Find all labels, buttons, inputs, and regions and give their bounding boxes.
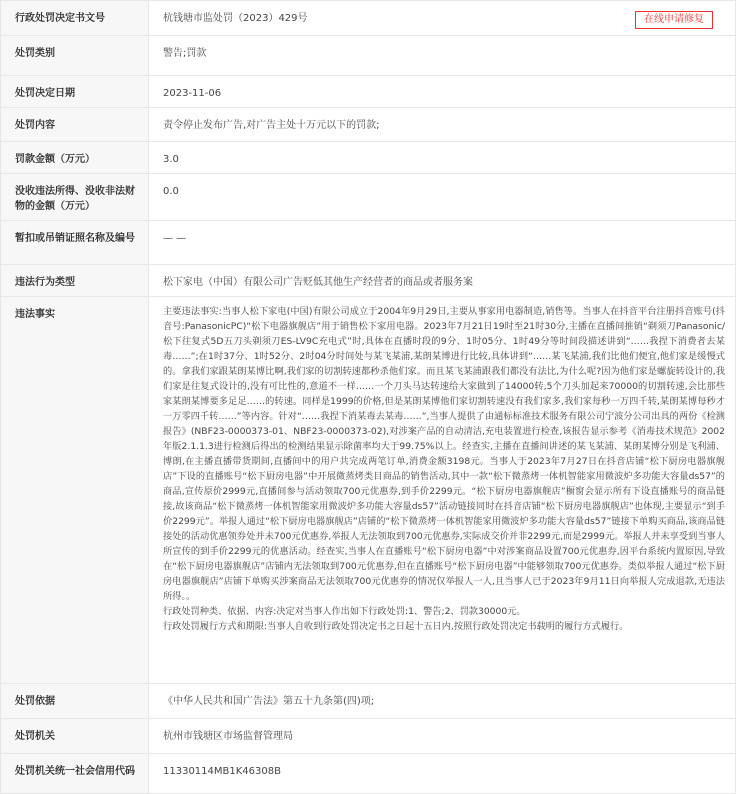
label-penalty-basis: 处罚依据 bbox=[1, 684, 149, 719]
row-fine-amount bbox=[1, 142, 736, 174]
row-violation-facts bbox=[1, 297, 736, 684]
facts-penalty-type: 行政处罚种类、依据、内容:决定对当事人作出如下行政处罚:1、警告;2、罚款30000元。 bbox=[163, 606, 526, 617]
label-violation-type: 违法行为类型 bbox=[1, 265, 149, 297]
row-penalty-basis bbox=[1, 684, 736, 719]
value-authority-credit-code: 11330114MB1K46308B bbox=[149, 754, 736, 794]
row-violation-type bbox=[1, 265, 736, 297]
row-authority-credit-code bbox=[1, 754, 736, 794]
value-penalty-category: 警告;罚款 bbox=[149, 36, 736, 76]
row-penalty-content bbox=[1, 108, 736, 142]
label-violation-facts: 违法事实 bbox=[1, 297, 149, 684]
value-penalty-basis: 《中华人民共和国广告法》第五十九条第(四)项; bbox=[149, 684, 736, 719]
value-decision-date: 2023-11-06 bbox=[149, 76, 736, 108]
value-license-revoked: — — bbox=[149, 221, 736, 265]
value-violation-type: 松下家电（中国）有限公司广告贬低其他生产经营者的商品或者服务案 bbox=[149, 265, 736, 297]
value-penalty-content: 责令停止发布广告,对广告主处十万元以下的罚款; bbox=[149, 108, 736, 142]
label-license-revoked: 暂扣或吊销证照名称及编号 bbox=[1, 221, 149, 265]
label-confiscated-amount: 没收违法所得、没收非法财物的金额（万元） bbox=[1, 174, 149, 221]
label-fine-amount: 罚款金额（万元） bbox=[1, 142, 149, 174]
value-fine-amount: 3.0 bbox=[149, 142, 736, 174]
value-penalty-authority: 杭州市钱塘区市场监督管理局 bbox=[149, 719, 736, 754]
label-authority-credit-code: 处罚机关统一社会信用代码 bbox=[1, 754, 149, 794]
value-decision-number: 杭钱塘市监处罚（2023）429号 bbox=[163, 13, 308, 24]
label-decision-date: 处罚决定日期 bbox=[1, 76, 149, 108]
value-confiscated-amount: 0.0 bbox=[149, 174, 736, 221]
row-penalty-authority bbox=[1, 719, 736, 754]
label-penalty-content: 处罚内容 bbox=[1, 108, 149, 142]
row-penalty-category bbox=[1, 36, 736, 76]
row-decision-date bbox=[1, 76, 736, 108]
facts-fulfillment: 行政处罚履行方式和期限:当事人自收到行政处罚决定书之日起十五日内,按照行政处罚决定书载明的履行方式履行。 bbox=[163, 621, 629, 632]
label-penalty-authority: 处罚机关 bbox=[1, 719, 149, 754]
label-decision-number: 行政处罚决定书文号 bbox=[1, 1, 149, 36]
row-license-revoked bbox=[1, 221, 736, 265]
apply-repair-button[interactable]: 在线申请修复 bbox=[635, 11, 713, 29]
row-confiscated-amount bbox=[1, 174, 736, 221]
value-violation-facts bbox=[149, 297, 736, 684]
row-decision-number bbox=[1, 1, 736, 36]
facts-main: 主要违法事实:当事人松下家电(中国)有限公司成立于2004年9月29日,主要从事家用电器制造,销售等。当事人在抖音平台注册抖音账号(抖音号:PanasonicPC)“松下电器旗舰店”用于销售松下家用电器。2023年7月21日19时至21时30分,主播在直播间推销“剃须刀Panasonic/松下往复式5D五刀头剃须刀ES-LV9C充电式”时,具体在直播时段的9分、1时05分、1时49分等时间段描述讲到“……我捏下消费者去某毒……”;在1时37分、1时52分、2时04分时间处与某飞某浦,某朗某博进行比较,具体讲到“……某飞某浦,我们比他们便宜,他们家是缓慢式的。拿我们家跟某朗某博比啊,我们家的切割转速都秒杀他们家。而且某飞某浦跟我们都没有法比,为什么呢?因为他们家是螺旋转设计的,我们家是往复式设计的,没有可比性的,意道不一样……一个刀头马达转速给大家做到了14000转,5个刀头加起来70000的切割转速,会比那些家某朗某博要多足足……的转速。同样是1999的价格,但是某朗某博他们家切割转速没有我们家多,我们家每秒一万四千转,某朗某博每秒才一万零四千转……”等内容。针对“……我捏下消某毒去某毒……”,当事人提供了由通标标准技术服务有限公司宁波分公司出具的两份《检测报告》(NBF23-0000373-01、NBF23-0000373-02),对涉案产品的自动清洁,充电装置进行检查,该报告显示参考《消毒技术规范》2002年版2.1.1.3进行检测后得出的检测结果显示除菌率均大于99.75%以上。经查实,主播在直播间讲述的某飞某浦、某朗某博分别是飞利浦、博朗,在主播直播带货期间,直播间中的用户共完成两笔订单,消费金额3198元。当事人于2023年7月27日在抖音店铺“松下厨房电器旗舰店”下设的直播账号“松下厨房电器”中开展微蒸烤类目商品的销售活动,其中一款“松下微蒸烤一体机智能家用微波炉多功能大容量ds57”的商品,宣传原价2999元,直播间参与活动领取700元优惠券,到手价2299元。“松下厨房电器旗舰店”橱窗会显示所有下设直播账号的商品链接,故该商品“松下微蒸烤一体机智能家用微波炉多功能大容量ds57”活动链接同时在抖音店铺“松下厨房电器旗舰店”也体现,主要显示“到手价2299元”。举报人通过“松下厨房电器旗舰店”店铺的“松下微蒸烤一体机智能家用微波炉多功能大容量ds57”链接下单购买商品,该商品链接处的活动优惠领券处并未700元优惠券,举报人无法领取到700元优惠券,实际成交价并非2299元,而是2999元。举报人并未享受到当事人所宣传的到手价2299元的优惠活动。经查实,当事人在直播账号“松下厨房电器”中对涉案商品设置700元优惠券,因平台系统内置原因,导致在“松下厨房电器旗舰店”店铺内无法领取到700元优惠券,但在直播账号“松下厨房电器”中能够领取700元优惠券。类似举报人通过“松下厨房电器旗舰店”店铺下单购买涉案商品无法领取700元优惠券的情况仅举报人一人,且当事人已于2023年9月11日向举报人完成退款,无违法所得。。 bbox=[163, 306, 725, 602]
label-penalty-category: 处罚类别 bbox=[1, 36, 149, 76]
